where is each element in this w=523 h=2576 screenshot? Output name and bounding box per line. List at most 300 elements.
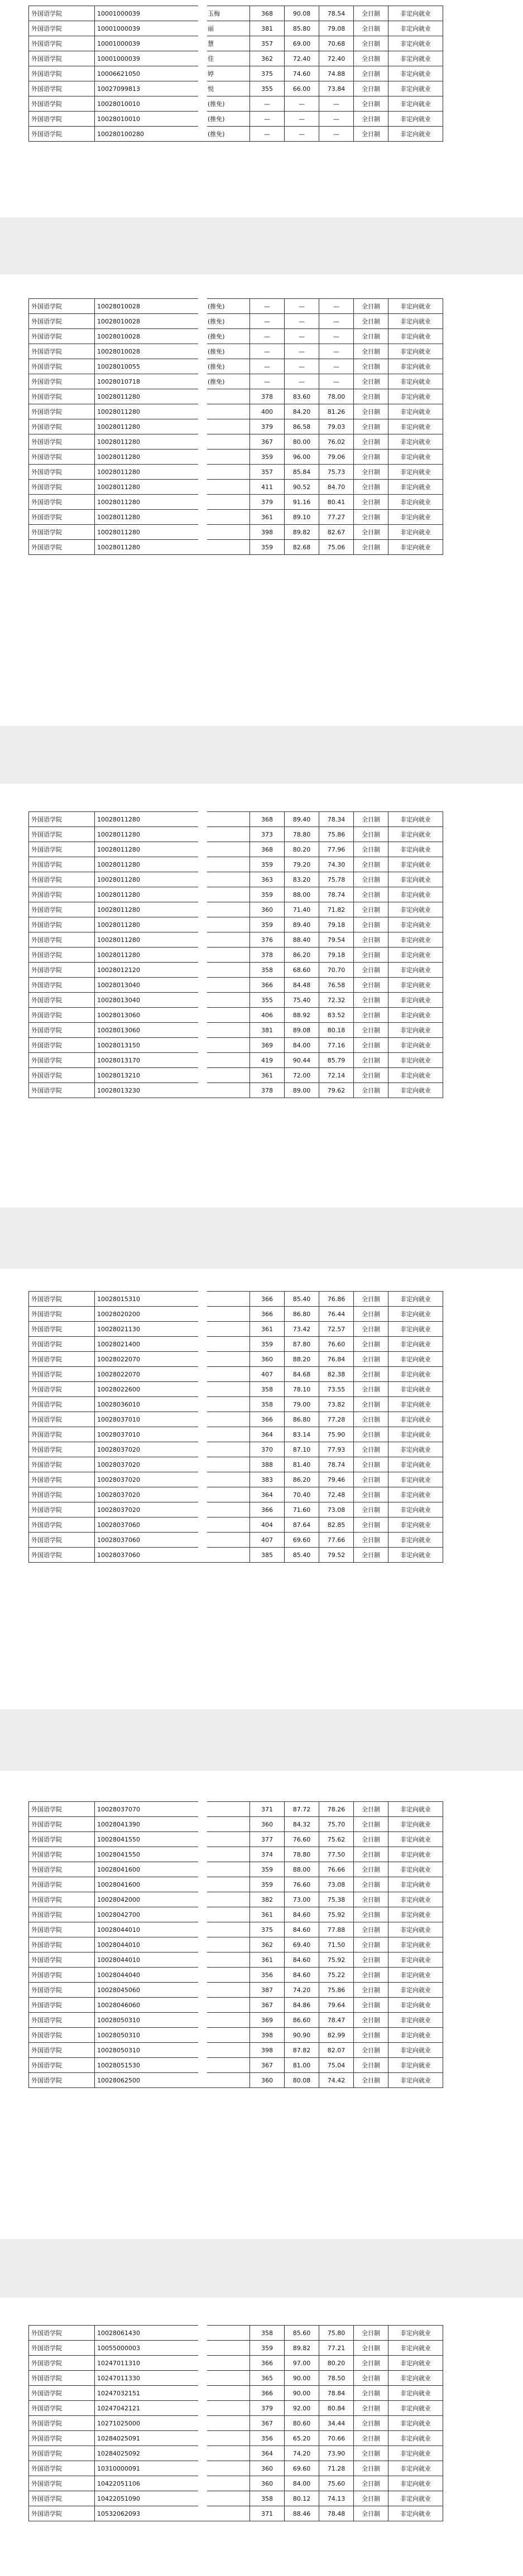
- cell-school: 外国语学院: [29, 1502, 95, 1517]
- table-row: [29, 495, 443, 510]
- cell-status: 非定向就业: [388, 51, 443, 66]
- cell-name: [205, 495, 250, 510]
- cell-status: 非定向就业: [388, 932, 443, 948]
- cell-first: —: [285, 314, 319, 329]
- table-row: [29, 1922, 443, 1937]
- cell-final: 83.52: [319, 1008, 354, 1023]
- cell-mode: 全日制: [354, 1487, 388, 1502]
- cell-final: 34.44: [319, 2416, 354, 2431]
- cell-final: 78.26: [319, 1802, 354, 1817]
- table-row: [29, 887, 443, 902]
- cell-id: 10028037020: [95, 1487, 205, 1502]
- cell-status: 非定向就业: [388, 1397, 443, 1412]
- table-row: [29, 2356, 443, 2371]
- cell-name: [205, 812, 250, 827]
- cell-status: 非定向就业: [388, 127, 443, 142]
- cell-id: 10028037020: [95, 1472, 205, 1487]
- cell-status: 非定向就业: [388, 480, 443, 495]
- cell-status: 非定向就业: [388, 2476, 443, 2491]
- cell-final: 82.38: [319, 1367, 354, 1382]
- cell-final: 73.82: [319, 1397, 354, 1412]
- cell-name: [205, 1292, 250, 1307]
- cell-final: 79.18: [319, 917, 354, 932]
- table-row: [29, 2043, 443, 2058]
- table-row: [29, 842, 443, 857]
- cell-total: 358: [250, 2326, 285, 2341]
- cell-id: 10028037060: [95, 1517, 205, 1533]
- cell-id: 10028011280: [95, 434, 205, 450]
- cell-total: 355: [250, 81, 285, 96]
- cell-final: 78.74: [319, 887, 354, 902]
- cell-status: 非定向就业: [388, 404, 443, 419]
- cell-final: 72.14: [319, 1068, 354, 1083]
- cell-first: —: [285, 96, 319, 112]
- table-row: [29, 2371, 443, 2386]
- cell-total: 367: [250, 2416, 285, 2431]
- cell-mode: 全日制: [354, 827, 388, 842]
- cell-first: 69.00: [285, 36, 319, 51]
- cell-status: 非定向就业: [388, 1322, 443, 1337]
- cell-total: 364: [250, 1427, 285, 1442]
- cell-status: 非定向就业: [388, 1352, 443, 1367]
- cell-id: 10028051530: [95, 2058, 205, 2073]
- cell-first: 84.32: [285, 1817, 319, 1832]
- table-row: [29, 1877, 443, 1892]
- cell-school: 外国语学院: [29, 329, 95, 344]
- cell-id: 10247032151: [95, 2386, 205, 2401]
- admission-score-table: [28, 811, 443, 1098]
- cell-first: 86.80: [285, 1307, 319, 1322]
- cell-name: [205, 2043, 250, 2058]
- cell-name: [205, 1832, 250, 1847]
- cell-school: 外国语学院: [29, 1472, 95, 1487]
- cell-status: 非定向就业: [388, 1907, 443, 1922]
- cell-id: 10028013170: [95, 1053, 205, 1068]
- cell-school: 外国语学院: [29, 21, 95, 36]
- cell-status: 非定向就业: [388, 389, 443, 404]
- cell-name: [205, 525, 250, 540]
- cell-status: 非定向就业: [388, 1292, 443, 1307]
- cell-mode: 全日制: [354, 963, 388, 978]
- cell-total: 360: [250, 2461, 285, 2476]
- cell-first: —: [285, 112, 319, 127]
- table-row: [29, 21, 443, 36]
- cell-school: 外国语学院: [29, 1817, 95, 1832]
- cell-mode: 全日制: [354, 1337, 388, 1352]
- cell-first: 82.68: [285, 540, 319, 555]
- cell-name: [205, 2416, 250, 2431]
- cell-id: 10028021130: [95, 1322, 205, 1337]
- cell-status: 非定向就业: [388, 1337, 443, 1352]
- cell-name: [205, 1038, 250, 1053]
- table-row: [29, 2461, 443, 2476]
- cell-final: 78.48: [319, 2506, 354, 2521]
- table-row: [29, 1937, 443, 1952]
- cell-final: 78.00: [319, 389, 354, 404]
- cell-total: —: [250, 374, 285, 389]
- cell-first: 68.60: [285, 963, 319, 978]
- cell-status: 非定向就业: [388, 359, 443, 374]
- cell-first: —: [285, 299, 319, 314]
- admission-score-table: [28, 298, 443, 555]
- cell-mode: 全日制: [354, 1427, 388, 1442]
- cell-first: 69.40: [285, 1937, 319, 1952]
- cell-status: 非定向就业: [388, 495, 443, 510]
- cell-total: 370: [250, 1442, 285, 1457]
- cell-first: 73.42: [285, 1322, 319, 1337]
- cell-mode: 全日制: [354, 1322, 388, 1337]
- cell-first: 74.20: [285, 1983, 319, 1998]
- cell-name: [205, 1457, 250, 1472]
- cell-id: 10028041550: [95, 1832, 205, 1847]
- cell-mode: 全日制: [354, 374, 388, 389]
- cell-school: 外国语学院: [29, 1292, 95, 1307]
- cell-name: [205, 827, 250, 842]
- cell-school: 外国语学院: [29, 1892, 95, 1907]
- document-page: [0, 0, 523, 218]
- table-row: [29, 978, 443, 993]
- cell-id: 10028011280: [95, 887, 205, 902]
- cell-total: 419: [250, 1053, 285, 1068]
- cell-school: 外国语学院: [29, 2401, 95, 2416]
- cell-school: 外国语学院: [29, 419, 95, 434]
- table-row: [29, 1533, 443, 1548]
- cell-id: 10028010010: [95, 96, 205, 112]
- cell-final: 73.55: [319, 1382, 354, 1397]
- table-row: [29, 1892, 443, 1907]
- table-row: [29, 1847, 443, 1862]
- cell-total: 355: [250, 993, 285, 1008]
- redaction-strip: [198, 1801, 207, 2087]
- table-row: [29, 1367, 443, 1382]
- cell-first: 87.82: [285, 2043, 319, 2058]
- cell-final: 77.16: [319, 1038, 354, 1053]
- cell-status: 非定向就业: [388, 1008, 443, 1023]
- cell-id: 10028037010: [95, 1427, 205, 1442]
- cell-name: [205, 1382, 250, 1397]
- cell-total: —: [250, 96, 285, 112]
- cell-id: 10028011280: [95, 480, 205, 495]
- cell-first: 88.00: [285, 1862, 319, 1877]
- cell-school: 外国语学院: [29, 993, 95, 1008]
- cell-name: (推免): [205, 329, 250, 344]
- cell-mode: 全日制: [354, 2356, 388, 2371]
- cell-total: 376: [250, 932, 285, 948]
- cell-first: 85.84: [285, 465, 319, 480]
- cell-school: 外国语学院: [29, 932, 95, 948]
- cell-id: 10028010028: [95, 314, 205, 329]
- cell-name: [205, 948, 250, 963]
- cell-total: 357: [250, 36, 285, 51]
- cell-mode: 全日制: [354, 1968, 388, 1983]
- cell-first: 84.86: [285, 1998, 319, 2013]
- cell-mode: 全日制: [354, 480, 388, 495]
- cell-first: 91.16: [285, 495, 319, 510]
- cell-name: (推免): [205, 96, 250, 112]
- cell-mode: 全日制: [354, 887, 388, 902]
- cell-first: 78.80: [285, 1847, 319, 1862]
- cell-mode: 全日制: [354, 1862, 388, 1877]
- cell-school: 外国语学院: [29, 963, 95, 978]
- cell-mode: 全日制: [354, 1952, 388, 1968]
- cell-mode: 全日制: [354, 2506, 388, 2521]
- cell-mode: 全日制: [354, 1397, 388, 1412]
- cell-status: 非定向就业: [388, 917, 443, 932]
- cell-total: —: [250, 314, 285, 329]
- cell-first: 80.60: [285, 2416, 319, 2431]
- cell-total: 411: [250, 480, 285, 495]
- cell-status: 非定向就业: [388, 2386, 443, 2401]
- table-row: [29, 81, 443, 96]
- cell-status: 非定向就业: [388, 1427, 443, 1442]
- cell-final: 70.66: [319, 2431, 354, 2446]
- cell-first: 86.60: [285, 2013, 319, 2028]
- cell-total: 398: [250, 2043, 285, 2058]
- cell-school: 外国语学院: [29, 36, 95, 51]
- cell-final: 75.04: [319, 2058, 354, 2073]
- cell-final: 72.57: [319, 1322, 354, 1337]
- cell-total: 357: [250, 465, 285, 480]
- cell-total: 379: [250, 495, 285, 510]
- cell-id: 10028045060: [95, 1983, 205, 1998]
- cell-id: 10028011280: [95, 857, 205, 872]
- cell-mode: 全日制: [354, 1877, 388, 1892]
- cell-mode: 全日制: [354, 1008, 388, 1023]
- cell-name: [205, 1892, 250, 1907]
- cell-total: 367: [250, 434, 285, 450]
- cell-first: 90.00: [285, 2386, 319, 2401]
- cell-name: (推免): [205, 374, 250, 389]
- cell-mode: 全日制: [354, 127, 388, 142]
- cell-id: 10284025092: [95, 2446, 205, 2461]
- cell-id: 10028041600: [95, 1877, 205, 1892]
- cell-first: 78.10: [285, 1382, 319, 1397]
- cell-status: 非定向就业: [388, 2073, 443, 2088]
- cell-first: 84.68: [285, 1367, 319, 1382]
- cell-first: 70.40: [285, 1487, 319, 1502]
- cell-final: 75.70: [319, 1817, 354, 1832]
- cell-total: 360: [250, 1817, 285, 1832]
- cell-name: [205, 1083, 250, 1098]
- document-page: [0, 1771, 523, 2239]
- cell-name: [205, 2461, 250, 2476]
- cell-id: 10028011280: [95, 932, 205, 948]
- cell-status: 非定向就业: [388, 1533, 443, 1548]
- cell-school: 外国语学院: [29, 1862, 95, 1877]
- cell-id: 10028013210: [95, 1068, 205, 1083]
- cell-id: 10028011280: [95, 525, 205, 540]
- cell-final: 74.13: [319, 2491, 354, 2506]
- cell-mode: 全日制: [354, 1412, 388, 1427]
- cell-id: 10028010718: [95, 374, 205, 389]
- cell-status: 非定向就业: [388, 2461, 443, 2476]
- cell-name: [205, 1952, 250, 1968]
- cell-total: 366: [250, 1412, 285, 1427]
- cell-total: 356: [250, 2431, 285, 2446]
- cell-name: [205, 1922, 250, 1937]
- cell-id: 10028021400: [95, 1337, 205, 1352]
- cell-school: 外国语学院: [29, 1952, 95, 1968]
- redaction-strip: [198, 6, 207, 141]
- cell-first: 71.40: [285, 902, 319, 917]
- cell-total: 360: [250, 902, 285, 917]
- cell-mode: 全日制: [354, 1892, 388, 1907]
- table-row: [29, 2491, 443, 2506]
- cell-status: 非定向就业: [388, 2371, 443, 2386]
- cell-school: 外国语学院: [29, 1008, 95, 1023]
- cell-school: 外国语学院: [29, 2461, 95, 2476]
- cell-id: 10006621050: [95, 66, 205, 81]
- cell-mode: 全日制: [354, 525, 388, 540]
- cell-status: 非定向就业: [388, 1038, 443, 1053]
- cell-mode: 全日制: [354, 1847, 388, 1862]
- table-row: [29, 1307, 443, 1322]
- cell-final: 78.50: [319, 2371, 354, 2386]
- cell-mode: 全日制: [354, 1068, 388, 1083]
- cell-school: 外国语学院: [29, 2386, 95, 2401]
- cell-mode: 全日制: [354, 948, 388, 963]
- cell-status: 非定向就业: [388, 2506, 443, 2521]
- cell-total: 379: [250, 419, 285, 434]
- cell-id: 10422051090: [95, 2491, 205, 2506]
- table-row: [29, 127, 443, 142]
- table-row: [29, 1382, 443, 1397]
- cell-mode: 全日制: [354, 1352, 388, 1367]
- cell-name: [205, 1367, 250, 1382]
- cell-school: 外国语学院: [29, 1382, 95, 1397]
- cell-id: 10028011280: [95, 404, 205, 419]
- cell-final: 73.90: [319, 2446, 354, 2461]
- cell-first: —: [285, 329, 319, 344]
- cell-total: 364: [250, 2446, 285, 2461]
- cell-name: [205, 1877, 250, 1892]
- table-row: [29, 2506, 443, 2521]
- cell-mode: 全日制: [354, 66, 388, 81]
- cell-first: 84.00: [285, 2476, 319, 2491]
- table-row: [29, 2416, 443, 2431]
- cell-final: —: [319, 374, 354, 389]
- cell-mode: 全日制: [354, 1922, 388, 1937]
- cell-name: [205, 1008, 250, 1023]
- cell-total: 404: [250, 1517, 285, 1533]
- table-row: [29, 66, 443, 81]
- table-row: [29, 51, 443, 66]
- cell-status: 非定向就业: [388, 1307, 443, 1322]
- cell-first: 90.08: [285, 6, 319, 21]
- cell-name: [205, 404, 250, 419]
- cell-name: [205, 932, 250, 948]
- cell-mode: 全日制: [354, 6, 388, 21]
- cell-school: 外国语学院: [29, 510, 95, 525]
- cell-school: 外国语学院: [29, 2013, 95, 2028]
- cell-mode: 全日制: [354, 465, 388, 480]
- cell-total: 382: [250, 1892, 285, 1907]
- cell-id: 10028022070: [95, 1352, 205, 1367]
- cell-first: 96.00: [285, 450, 319, 465]
- cell-final: 73.08: [319, 1502, 354, 1517]
- cell-mode: 全日制: [354, 842, 388, 857]
- cell-school: 外国语学院: [29, 450, 95, 465]
- cell-final: 82.67: [319, 525, 354, 540]
- cell-mode: 全日制: [354, 419, 388, 434]
- cell-mode: 全日制: [354, 1832, 388, 1847]
- cell-id: 10001000039: [95, 36, 205, 51]
- table-row: [29, 1083, 443, 1098]
- cell-name: [205, 389, 250, 404]
- cell-name: 佳: [205, 51, 250, 66]
- cell-final: 76.60: [319, 1337, 354, 1352]
- table-row: [29, 917, 443, 932]
- cell-first: 85.60: [285, 2326, 319, 2341]
- cell-first: 87.72: [285, 1802, 319, 1817]
- cell-mode: 全日制: [354, 1442, 388, 1457]
- cell-mode: 全日制: [354, 2043, 388, 2058]
- cell-mode: 全日制: [354, 96, 388, 112]
- document-page: [0, 2298, 523, 2576]
- cell-total: 407: [250, 1367, 285, 1382]
- cell-final: —: [319, 314, 354, 329]
- cell-mode: 全日制: [354, 1517, 388, 1533]
- table-row: [29, 480, 443, 495]
- cell-mode: 全日制: [354, 1502, 388, 1517]
- cell-id: 10028044010: [95, 1922, 205, 1937]
- cell-status: 非定向就业: [388, 2341, 443, 2356]
- cell-first: —: [285, 359, 319, 374]
- table-row: [29, 1412, 443, 1427]
- cell-final: 77.96: [319, 842, 354, 857]
- cell-school: 外国语学院: [29, 1983, 95, 1998]
- cell-first: —: [285, 344, 319, 359]
- cell-status: 非定向就业: [388, 2326, 443, 2341]
- cell-id: 10028050310: [95, 2043, 205, 2058]
- cell-status: 非定向就业: [388, 1998, 443, 2013]
- cell-first: 86.20: [285, 1472, 319, 1487]
- cell-mode: 全日制: [354, 1292, 388, 1307]
- cell-total: 398: [250, 2028, 285, 2043]
- cell-id: 10028050310: [95, 2013, 205, 2028]
- cell-total: 385: [250, 1548, 285, 1563]
- cell-status: 非定向就业: [388, 1802, 443, 1817]
- cell-final: 77.88: [319, 1922, 354, 1937]
- cell-name: [205, 2491, 250, 2506]
- cell-mode: 全日制: [354, 812, 388, 827]
- cell-first: 89.82: [285, 2341, 319, 2356]
- cell-total: 366: [250, 1292, 285, 1307]
- cell-total: —: [250, 299, 285, 314]
- cell-total: 359: [250, 857, 285, 872]
- cell-first: 85.40: [285, 1548, 319, 1563]
- cell-total: 360: [250, 2073, 285, 2088]
- cell-final: —: [319, 299, 354, 314]
- cell-total: —: [250, 127, 285, 142]
- cell-first: 76.60: [285, 1832, 319, 1847]
- cell-final: 82.99: [319, 2028, 354, 2043]
- cell-id: 10422051106: [95, 2476, 205, 2491]
- cell-first: 81.40: [285, 1457, 319, 1472]
- table-row: [29, 1832, 443, 1847]
- cell-final: 75.38: [319, 1892, 354, 1907]
- cell-first: 84.48: [285, 978, 319, 993]
- cell-id: 10028011280: [95, 902, 205, 917]
- table-row: [29, 857, 443, 872]
- cell-mode: 全日制: [354, 329, 388, 344]
- cell-id: 10028044010: [95, 1952, 205, 1968]
- cell-school: 外国语学院: [29, 112, 95, 127]
- cell-final: 75.90: [319, 1427, 354, 1442]
- cell-mode: 全日制: [354, 872, 388, 887]
- cell-name: [205, 2341, 250, 2356]
- cell-first: 83.20: [285, 872, 319, 887]
